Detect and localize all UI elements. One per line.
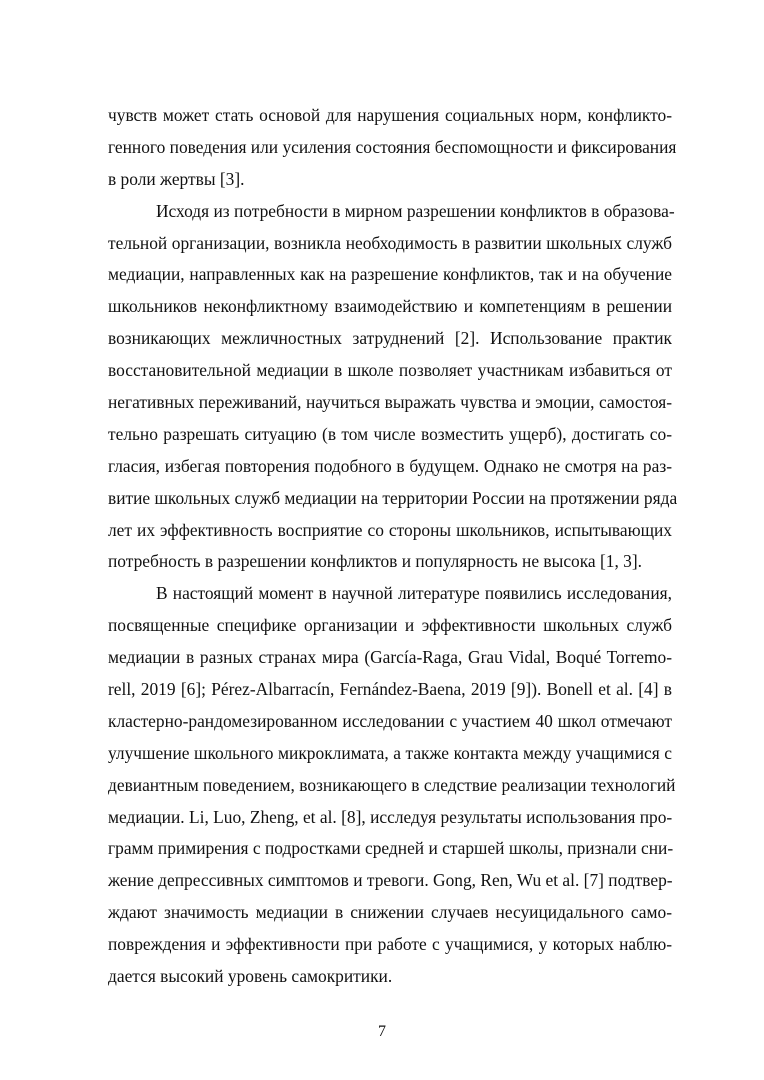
paragraph-3-line: медиации в разных странах мира (García-Raga, Grau Vidal, Boqué Torremo-: [108, 647, 672, 668]
page-number: 7: [378, 1023, 386, 1040]
paragraph-3-line: В настоящий момент в научной литературе появились исследования,: [156, 583, 672, 604]
paragraph-3-line: дается высокий уровень самокритики.: [108, 966, 393, 987]
paragraph-2-line: медиации, направленных как на разрешение конфликтов, так и на обучение: [108, 264, 672, 285]
paragraph-2-line: школьников неконфликтному взаимодействию и компетенциям в решении: [108, 296, 672, 317]
paragraph-3-line: кластерно-рандомезированном исследовании с участием 40 школ отмечают: [108, 710, 672, 731]
paragraph-3-line: ждают значимость медиации в снижении случаев несуицидального само-: [108, 902, 672, 923]
paragraph-2-line: тельной организации, возникла необходимость в развитии школьных служб: [108, 232, 672, 253]
paragraph-2-line: Исходя из потребности в мирном разрешении конфликтов в образова-: [156, 200, 675, 221]
paragraph-2-line: негативных переживаний, научиться выражать чувства и эмоции, самостоя-: [108, 392, 672, 413]
paragraph-3-line: девиантным поведением, возникающего в следствие реализации технологий: [108, 774, 676, 795]
paragraph-1-line: генного поведения или усиления состояния беспомощности и фиксирования: [108, 136, 677, 157]
paragraph-3-line: улучшение школьного микроклимата, а также контакта между учащимися с: [108, 742, 672, 763]
paragraph-2-line: тельно разрешать ситуацию (в том числе возместить ущерб), достигать со-: [108, 423, 672, 444]
paragraph-1-line: чувств может стать основой для нарушения социальных норм, конфликто-: [108, 105, 672, 125]
body-text: [108, 100, 678, 993]
paragraph-1-line: в роли жертвы [3].: [108, 168, 245, 189]
paragraph-3-line: повреждения и эффективности при работе с учащимися, у которых наблю-: [108, 934, 672, 955]
paragraph-3-line: грамм примирения с подростками средней и старшей школы, признали сни-: [108, 838, 674, 859]
paragraph-3-line: жение депрессивных симптомов и тревоги. Gong, Ren, Wu et al. [7] подтвер-: [108, 870, 673, 891]
paragraph-2-line: витие школьных служб медиации на территории России на протяжении ряда: [108, 487, 678, 508]
paragraph-3-line: rell, 2019 [6]; Pérez-Albarracín, Fernández-Baena, 2019 [9]). Bonell et al. [4] в: [108, 679, 672, 700]
paragraph-2-line: возникающих межличностных затруднений [2]. Использование практик: [108, 328, 672, 349]
paragraph-2-line: потребность в разрешении конфликтов и популярность не высока [1, 3].: [108, 551, 642, 572]
paragraph-2-line: лет их эффективность восприятие со стороны школьников, испытывающих: [108, 519, 672, 540]
paragraph-3-line: посвященные специфике организации и эффективности школьных служб: [108, 615, 672, 636]
paragraph-2-line: гласия, избегая повторения подобного в будущем. Однако не смотря на раз-: [108, 455, 672, 476]
paragraph-3-line: медиации. Li, Luo, Zheng, et al. [8], исследуя результаты использования про-: [108, 806, 673, 827]
paragraph-2-line: восстановительной медиации в школе позволяет участникам избавиться от: [108, 360, 672, 381]
